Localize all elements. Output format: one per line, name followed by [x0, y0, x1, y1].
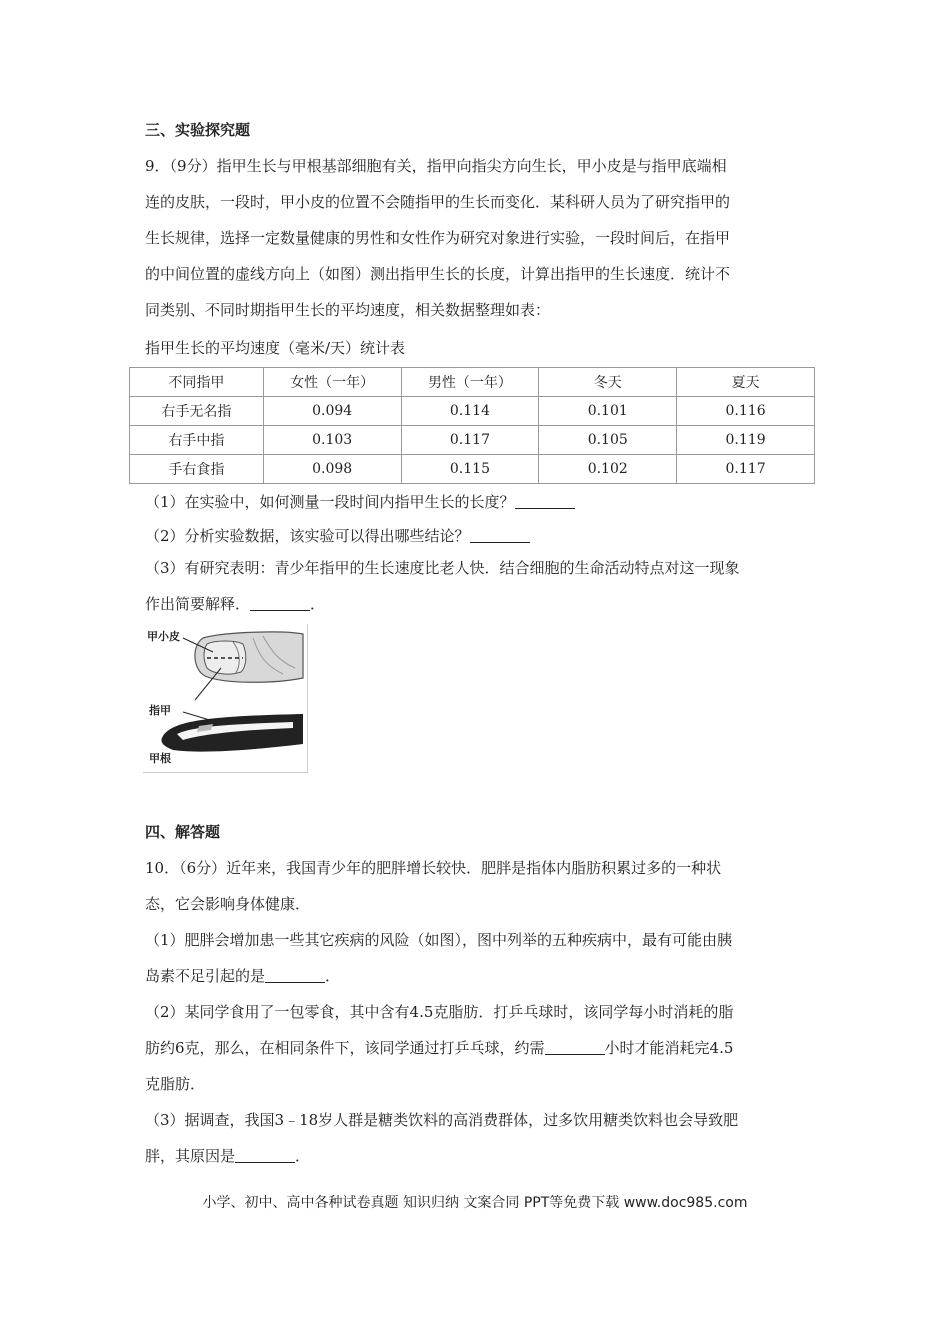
- label-cuticle: 甲小皮: [147, 630, 180, 643]
- answer-blank[interactable]: [265, 968, 325, 983]
- table-cell: 0.094: [263, 397, 401, 426]
- q10-sub1-line-1: （1）肥胖会增加患一些其它疾病的风险（如图），图中列举的五种疾病中，最有可能由胰: [145, 931, 733, 949]
- q10-line-2: 态，它会影响身体健康．: [145, 895, 311, 913]
- q10-line-1: 10．（6分）近年来，我国青少年的肥胖增长较快．肥胖是指体内脂肪积累过多的一种状: [145, 859, 722, 877]
- label-root: 甲根: [149, 752, 171, 765]
- finger-nail-figure: [143, 624, 308, 773]
- q10-sub3-line-2: [145, 1145, 310, 1166]
- table-header-row: [130, 368, 815, 397]
- table-cell: 0.115: [401, 455, 539, 484]
- table-cell: 0.101: [539, 397, 677, 426]
- answer-blank[interactable]: [515, 494, 575, 509]
- table-cell: 手右食指: [130, 455, 264, 484]
- q9-sub3-line-1: （3）有研究表明：青少年指甲的生长速度比老人快．结合细胞的生命活动特点对这一现象: [145, 559, 740, 577]
- table-row: [130, 397, 815, 426]
- q10-sub2-text-b: 小时才能消耗完4.5: [604, 1039, 734, 1057]
- section-4-heading: 四、解答题: [145, 823, 221, 841]
- q10-sub1-end: ．: [325, 967, 341, 985]
- answer-blank[interactable]: [470, 528, 530, 543]
- table-header-cell: 冬天: [539, 368, 677, 397]
- table-cell: 右手无名指: [130, 397, 264, 426]
- q9-line-1: 9．（9分）指甲生长与甲根基部细胞有关，指甲向指尖方向生长，甲小皮是与指甲底端相: [145, 157, 727, 175]
- q10-sub1-line-2: [145, 965, 340, 986]
- q9-sub2: [145, 525, 530, 546]
- answer-blank[interactable]: [545, 1040, 605, 1055]
- table-header-cell: 男性（一年）: [401, 368, 539, 397]
- q10-sub2-line-1: （2）某同学食用了一包零食，其中含有4.5克脂肪．打乒乓球时，该同学每小时消耗的脂: [145, 1003, 734, 1021]
- table-cell: 0.116: [677, 397, 815, 426]
- table-row: [130, 426, 815, 455]
- table-cell: 0.105: [539, 426, 677, 455]
- q10-sub3-text: 胖，其原因是: [145, 1147, 236, 1165]
- table-cell: 0.103: [263, 426, 401, 455]
- answer-blank[interactable]: [250, 596, 310, 611]
- label-nail: 指甲: [149, 704, 171, 717]
- q9-sub1-text: （1）在实验中，如何测量一段时间内指甲生长的长度？: [145, 493, 515, 511]
- q9-sub3-end: ．: [310, 595, 326, 613]
- section-3-heading: 三、实验探究题: [145, 121, 251, 139]
- table-cell: 0.119: [677, 426, 815, 455]
- q9-sub2-text: （2）分析实验数据，该实验可以得出哪些结论？: [145, 527, 470, 545]
- q10-sub1-text: 岛素不足引起的是: [145, 967, 266, 985]
- q9-line-3: 生长规律，选择一定数量健康的男性和女性作为研究对象进行实验，一段时间后，在指甲: [145, 229, 731, 247]
- table-header-cell: 不同指甲: [130, 368, 264, 397]
- q9-sub1: [145, 491, 575, 512]
- table-row: [130, 455, 815, 484]
- page-footer: 小学、初中、高中各种试卷真题 知识归纳 文案合同 PPT等免费下载 www.doc985.com: [202, 1195, 748, 1211]
- q10-sub3-end: ．: [295, 1147, 311, 1165]
- table-cell: 右手中指: [130, 426, 264, 455]
- q10-sub2-line-2: [145, 1037, 733, 1058]
- q9-line-4: 的中间位置的虚线方向上（如图）测出指甲生长的长度，计算出指甲的生长速度．统计不: [145, 265, 731, 283]
- q10-sub2-text-a: 肪约6克，那么，在相同条件下，该同学通过打乒乓球，约需: [145, 1039, 545, 1057]
- table-cell: 0.098: [263, 455, 401, 484]
- table-cell: 0.117: [401, 426, 539, 455]
- nail-growth-table: [129, 367, 815, 484]
- q9-line-5: 同类别、不同时期指甲生长的平均速度，相关数据整理如表：: [145, 301, 551, 319]
- table-cell: 0.117: [677, 455, 815, 484]
- q10-sub2-line-3: 克脂肪．: [145, 1075, 206, 1093]
- table-cell: 0.102: [539, 455, 677, 484]
- q10-sub3-line-1: （3）据调查，我国3﹣18岁人群是糖类饮料的高消费群体，过多饮用糖类饮料也会导致肥: [145, 1111, 739, 1129]
- table-header-cell: 女性（一年）: [263, 368, 401, 397]
- table-cell: 0.114: [401, 397, 539, 426]
- q9-line-2: 连的皮肤，一段时，甲小皮的位置不会随指甲的生长而变化．某科研人员为了研究指甲的: [145, 193, 731, 211]
- answer-blank[interactable]: [235, 1148, 295, 1163]
- table-caption: 指甲生长的平均速度（毫米/天）统计表: [145, 339, 406, 357]
- table-header-cell: 夏天: [677, 368, 815, 397]
- q9-sub3-line-2: [145, 593, 325, 614]
- q9-sub3-text: 作出简要解释．: [145, 595, 251, 613]
